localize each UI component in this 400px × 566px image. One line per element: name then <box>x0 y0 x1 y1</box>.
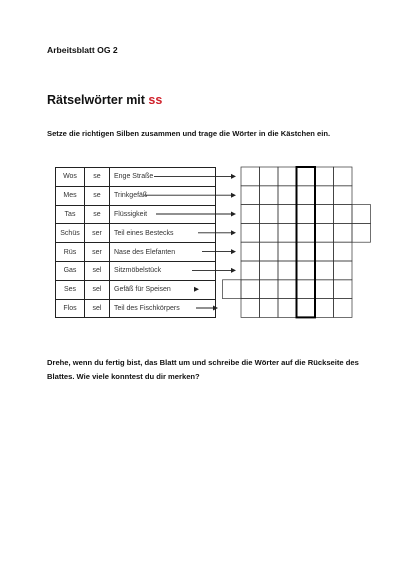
answer-box[interactable] <box>260 186 279 205</box>
syllable-second: ser <box>85 243 110 262</box>
answer-box[interactable] <box>315 261 334 280</box>
answer-box[interactable] <box>334 167 353 186</box>
answer-box[interactable] <box>278 186 297 205</box>
answer-box[interactable] <box>352 205 371 224</box>
clue-text: Sitzmöbelstück <box>110 261 216 280</box>
clue-text: Enge Straße <box>110 168 216 187</box>
answer-box[interactable] <box>260 261 279 280</box>
syllable-second: sel <box>85 261 110 280</box>
answer-box[interactable] <box>297 280 316 299</box>
instruction-text: Setze die richtigen Silben zusammen und trage die Wörter in die Kästchen ein. <box>47 129 331 138</box>
answer-box[interactable] <box>278 261 297 280</box>
answer-box[interactable] <box>260 167 279 186</box>
answer-box[interactable] <box>297 167 316 186</box>
answer-box[interactable] <box>260 280 279 299</box>
title-main: Rätselwörter mit <box>47 93 149 107</box>
syllable-first: Tas <box>56 205 85 224</box>
answer-box[interactable] <box>334 261 353 280</box>
syllable-first: Wos <box>56 168 85 187</box>
syllable-first: Rüs <box>56 243 85 262</box>
answer-box[interactable] <box>260 242 279 261</box>
answer-box[interactable] <box>278 280 297 299</box>
answer-box[interactable] <box>334 299 353 318</box>
answer-box[interactable] <box>278 223 297 242</box>
answer-box[interactable] <box>278 299 297 318</box>
answer-box[interactable] <box>315 223 334 242</box>
answer-box[interactable] <box>241 186 260 205</box>
syllable-first: Ses <box>56 280 85 299</box>
answer-box[interactable] <box>278 167 297 186</box>
answer-box[interactable] <box>241 299 260 318</box>
answer-box[interactable] <box>315 205 334 224</box>
answer-box[interactable] <box>278 205 297 224</box>
answer-box[interactable] <box>297 223 316 242</box>
answer-box[interactable] <box>241 261 260 280</box>
answer-box[interactable] <box>352 223 371 242</box>
answer-box[interactable] <box>260 299 279 318</box>
answer-box[interactable] <box>315 280 334 299</box>
answer-box[interactable] <box>297 242 316 261</box>
clue-text: Gefäß für Speisen <box>110 280 216 299</box>
answer-box[interactable] <box>241 205 260 224</box>
clue-text: Nase des Elefanten <box>110 243 216 262</box>
answer-box[interactable] <box>334 280 353 299</box>
answer-box[interactable] <box>334 186 353 205</box>
syllable-second: ser <box>85 224 110 243</box>
title-highlight: ss <box>148 93 163 107</box>
answer-box[interactable] <box>278 242 297 261</box>
answer-box[interactable] <box>223 280 242 299</box>
answer-box[interactable] <box>315 242 334 261</box>
answer-box[interactable] <box>241 280 260 299</box>
worksheet-label: Arbeitsblatt OG 2 <box>47 45 118 55</box>
syllable-second: se <box>85 205 110 224</box>
answer-box[interactable] <box>315 167 334 186</box>
syllable-second: sel <box>85 280 110 299</box>
syllable-second: sel <box>85 299 110 318</box>
answer-box[interactable] <box>297 261 316 280</box>
answer-box[interactable] <box>334 205 353 224</box>
clue-text: Teil des Fischkörpers <box>110 299 216 318</box>
answer-box[interactable] <box>297 205 316 224</box>
syllable-first: Flos <box>56 299 85 318</box>
answer-box[interactable] <box>241 223 260 242</box>
syllable-first: Gas <box>56 261 85 280</box>
syllable-second: se <box>85 168 110 187</box>
clue-text: Flüssigkeit <box>110 205 216 224</box>
answer-box[interactable] <box>241 242 260 261</box>
closing-instruction: Drehe, wenn du fertig bist, das Blatt um und schreibe die Wörter auf die Rückseite des Blattes. Wie viele konntest du dir merken? <box>47 358 359 381</box>
answer-box[interactable] <box>260 223 279 242</box>
answer-box[interactable] <box>241 167 260 186</box>
answer-box[interactable] <box>334 223 353 242</box>
answer-box[interactable] <box>297 299 316 318</box>
clue-text: Teil eines Bestecks <box>110 224 216 243</box>
answer-box[interactable] <box>297 186 316 205</box>
syllable-first: Mes <box>56 186 85 205</box>
answer-box[interactable] <box>315 299 334 318</box>
answer-box[interactable] <box>315 186 334 205</box>
clue-text: Trinkgefäß <box>110 186 216 205</box>
answer-box[interactable] <box>260 205 279 224</box>
syllable-second: se <box>85 186 110 205</box>
answer-box[interactable] <box>334 242 353 261</box>
syllable-first: Schüs <box>56 224 85 243</box>
